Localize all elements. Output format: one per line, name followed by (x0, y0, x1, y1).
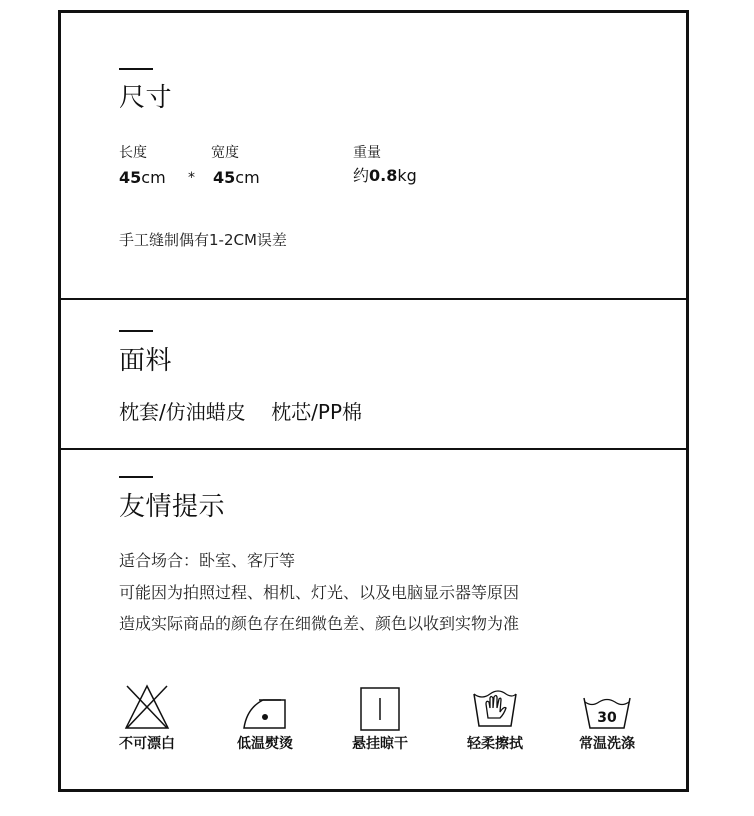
tip-line: 可能因为拍照过程、相机、灯光、以及电脑显示器等原因 (119, 583, 520, 602)
care-label: 常温洗涤 (579, 736, 635, 752)
section-dash (119, 330, 153, 332)
length-unit: cm (141, 168, 166, 187)
wash-30-icon (582, 694, 632, 732)
fabric-section (61, 300, 686, 448)
fabric-title: 面料 (119, 346, 173, 376)
length-value (119, 169, 166, 187)
section-dash (119, 476, 153, 478)
tips-title: 友情提示 (119, 492, 226, 522)
no-bleach-icon (122, 682, 172, 732)
width-label: 宽度 (211, 145, 239, 161)
weight-prefix: 约 (353, 166, 370, 185)
width-unit: cm (235, 168, 260, 187)
care-item (567, 694, 647, 752)
care-item (225, 694, 305, 752)
width-value (213, 169, 260, 187)
weight-unit: kg (397, 166, 417, 185)
tip-line: 适合场合：卧室、客厅等 (119, 551, 296, 570)
care-label: 悬挂晾干 (352, 736, 408, 752)
length-number: 45 (119, 168, 142, 187)
size-section (61, 13, 686, 299)
care-label: 低温熨烫 (237, 736, 293, 752)
size-note: 手工缝制偶有1-2CM误差 (119, 231, 287, 249)
weight-value (353, 167, 417, 185)
care-label: 不可漂白 (119, 736, 175, 752)
care-item (455, 686, 535, 752)
tip-line: 造成实际商品的颜色存在细微色差、颜色以收到实物为准 (119, 614, 520, 633)
low-temp-iron-icon (241, 694, 289, 732)
care-label: 轻柔擦拭 (467, 736, 523, 752)
tips-section (61, 450, 686, 790)
care-item (341, 686, 419, 752)
fabric-materials: 枕套/仿油蜡皮 枕芯/PP棉 (119, 400, 363, 424)
section-dash (119, 68, 153, 70)
length-label: 长度 (119, 145, 147, 161)
product-spec-card (58, 10, 689, 792)
width-number: 45 (213, 168, 236, 187)
hang-dry-icon (359, 686, 401, 732)
size-title: 尺寸 (119, 83, 173, 113)
weight-label: 重量 (353, 145, 381, 161)
wash-temperature: 30 (597, 710, 617, 726)
care-item (111, 682, 183, 752)
hand-wash-icon (470, 686, 520, 732)
times-sign: * (188, 170, 195, 186)
weight-number: 0.8 (369, 166, 398, 185)
